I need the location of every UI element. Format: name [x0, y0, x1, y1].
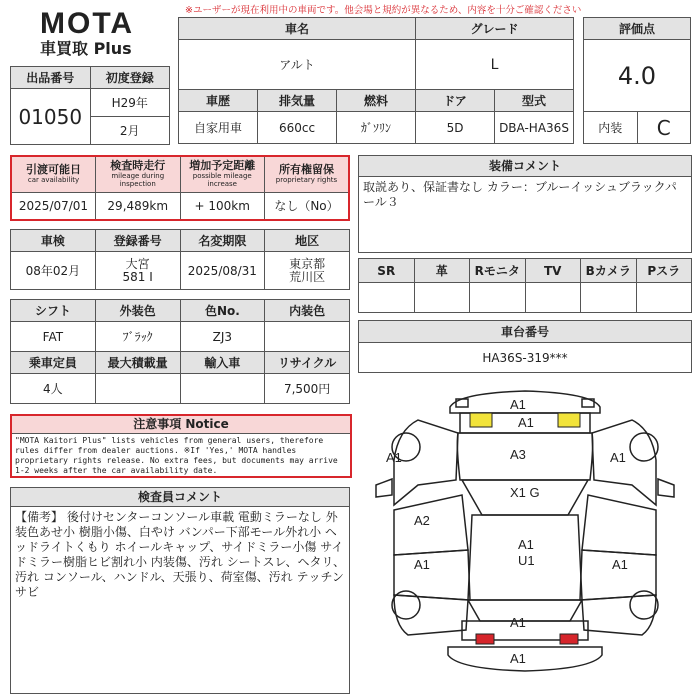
regno: 大宮 581 I	[95, 252, 180, 290]
inspector-label: 検査員コメント	[11, 488, 349, 507]
rights-label: 所有権留保 proprietary rights	[265, 156, 350, 192]
import	[180, 374, 265, 404]
first-reg-year: H29年	[90, 89, 170, 117]
grade-label: グレード	[416, 18, 574, 40]
headlight-right-marker	[558, 413, 580, 427]
listing-number: 01050	[11, 89, 91, 145]
max-load	[95, 374, 180, 404]
model: DBA-HA36S	[495, 112, 574, 144]
availability-date: 2025/07/01	[11, 192, 96, 220]
area-label: 地区	[265, 230, 350, 252]
options-table	[358, 258, 692, 313]
score-label: 評価点	[584, 18, 691, 40]
dmg-roof-2: U1	[518, 553, 535, 568]
chassis-table	[358, 320, 692, 373]
color-no-label: 色No.	[180, 300, 265, 322]
dmg-roof-1: A1	[518, 537, 534, 552]
increase-label: 増加予定距離 possible mileage increase	[180, 156, 265, 192]
dmg-door-left: A2	[414, 513, 430, 528]
transfer-deadline: 2025/08/31	[180, 252, 265, 290]
logo-main: MOTA	[40, 7, 135, 40]
model-label: 型式	[495, 90, 574, 112]
option-back-camera: Bカメラ	[581, 259, 637, 283]
history-label: 車歴	[179, 90, 258, 112]
dmg-hood: A3	[510, 447, 526, 462]
dmg-tail: A1	[510, 615, 526, 630]
dmg-fender-fr: A1	[610, 450, 626, 465]
area: 東京都 荒川区	[265, 252, 350, 290]
headlight-left-marker	[470, 413, 492, 427]
displacement: 660cc	[258, 112, 337, 144]
option-leather: 革	[414, 259, 470, 283]
listing-table	[10, 66, 170, 145]
fuel: ｶﾞｿﾘﾝ	[337, 112, 416, 144]
ext-color: ﾌﾞﾗｯｸ	[95, 322, 180, 352]
proprietary-rights: なし（No）	[265, 192, 350, 220]
doors: 5D	[416, 112, 495, 144]
notice-text: "MOTA Kaitori Plus" lists vehicles from general users, therefore rules differ from dealer auctions. ※If 'Yes,' MOTA handles proprietary rights release. No extra fees, but documents may arrive 1-2 weeks after the car availability date.	[15, 436, 338, 475]
listing-number-label: 出品番号	[11, 67, 91, 89]
ext-color-label: 外装色	[95, 300, 180, 322]
mileage-increase: + 100km	[180, 192, 265, 220]
interior-value: C	[637, 112, 691, 144]
notice-box	[10, 414, 352, 478]
color-no: ZJ3	[180, 322, 265, 352]
recycle-fee: 7,500円	[265, 374, 350, 404]
option-tv: TV	[525, 259, 581, 283]
history: 自家用車	[179, 112, 258, 144]
int-color-label: 内装色	[265, 300, 350, 322]
import-label: 輸入車	[180, 352, 265, 374]
logo-sub: 車買取 Plus	[40, 39, 132, 58]
inspection: 08年02月	[11, 252, 96, 290]
shift: FAT	[11, 322, 96, 352]
equipment-box	[358, 155, 692, 253]
registration-table	[10, 229, 350, 290]
taillight-left-marker	[476, 634, 494, 644]
regno-label: 登録番号	[95, 230, 180, 252]
top-note: ※ユーザーが現在利用中の車両です。他会場と規約が異なるため、内容を十分ご確認ください	[185, 5, 582, 16]
dmg-rear-left: A1	[414, 557, 430, 572]
score-table	[583, 17, 691, 144]
fuel-label: 燃料	[337, 90, 416, 112]
grade: L	[416, 40, 574, 90]
capacity-label: 乗車定員	[11, 352, 96, 374]
first-reg-month: 2月	[90, 117, 170, 145]
mileage-label: 検査時走行 mileage during inspection	[96, 156, 181, 192]
dmg-windshield: X1 G	[510, 485, 540, 500]
dmg-rear-right: A1	[612, 557, 628, 572]
recycle-label: リサイクル	[265, 352, 350, 374]
inspector-box	[10, 487, 350, 694]
specs-table	[10, 299, 350, 404]
availability-date-label: 引渡可能日 car availability	[11, 156, 96, 192]
car-name: アルト	[179, 40, 416, 90]
dmg-front-bumper: A1	[510, 397, 526, 412]
inspection-label: 車検	[11, 230, 96, 252]
doors-label: ドア	[416, 90, 495, 112]
shift-label: シフト	[11, 300, 96, 322]
chassis-number: HA36S-319***	[359, 343, 692, 373]
equipment-label: 装備コメント	[359, 156, 691, 177]
capacity: 4人	[11, 374, 96, 404]
car-table	[178, 17, 574, 144]
mileage: 29,489km	[96, 192, 181, 220]
chassis-label: 車台番号	[359, 321, 692, 343]
option-power-slide: Pスラ	[636, 259, 692, 283]
option-rear-monitor: Rモニタ	[470, 259, 526, 283]
car-name-label: 車名	[179, 18, 416, 40]
dmg-hood-front: A1	[518, 415, 534, 430]
transfer-label: 名変期限	[180, 230, 265, 252]
inspector-comment: 【備考】 後付けセンターコンソール車載 電動ミラーなし 外装色あせ小 樹脂小傷、白やけ バンパー下部モール外れ小 ヘッドライトくもり ホイールキャップ、サイドミラー小傷 サイドミラー樹脂ヒビ割れ小 内装傷、汚れ シートスレ、ヘタリ、汚れ コンソール、ハンドル、天張り、荷室傷、汚れ テッチンサビ	[15, 510, 345, 599]
dmg-fender-fl: A1	[386, 450, 402, 465]
displacement-label: 排気量	[258, 90, 337, 112]
notice-title: 注意事項 Notice	[12, 416, 350, 434]
car-damage-diagram	[358, 385, 692, 695]
score-value: 4.0	[584, 40, 691, 112]
mota-logo	[40, 8, 170, 58]
option-sr: SR	[359, 259, 415, 283]
int-color	[265, 322, 350, 352]
availability-table	[10, 155, 350, 221]
equipment-comment: 取説あり、保証書なし カラー：ブルーイッシュブラックパール３	[363, 180, 677, 209]
interior-label: 内装	[584, 112, 638, 144]
dmg-rear-bumper: A1	[510, 651, 526, 666]
first-reg-label: 初度登録	[90, 67, 170, 89]
taillight-right-marker	[560, 634, 578, 644]
max-load-label: 最大積載量	[95, 352, 180, 374]
